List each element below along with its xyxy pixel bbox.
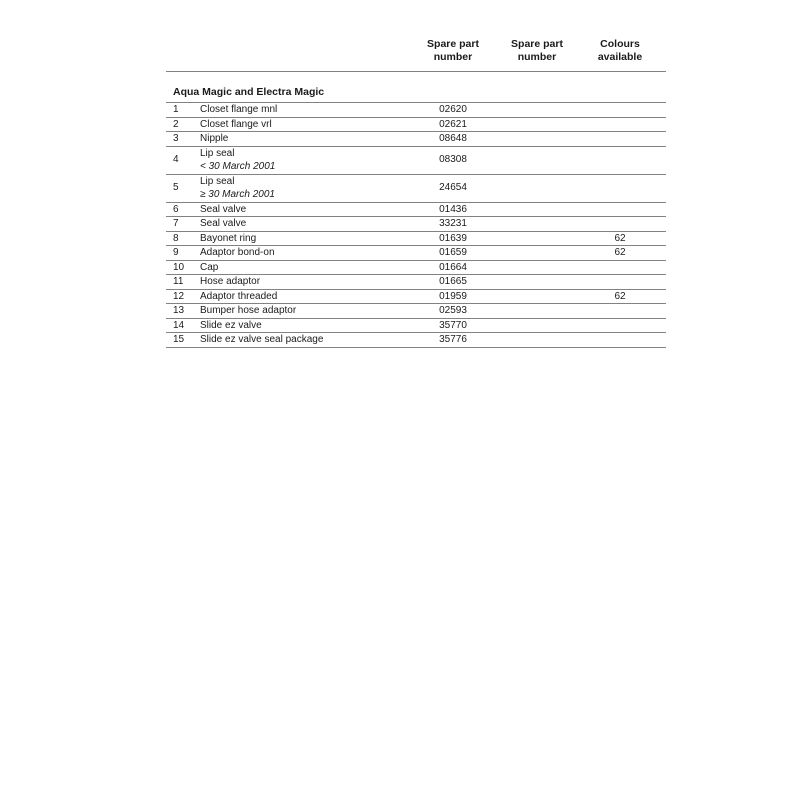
column-header-spare-part-number-1 (406, 36, 500, 64)
part-description: Adaptor threaded (200, 290, 278, 302)
part-description: Cap (200, 261, 219, 273)
header-spacer-description (200, 36, 406, 38)
row-number: 10 (173, 261, 185, 273)
row-description-cell (200, 147, 406, 174)
column-header-label: Spare part number (511, 38, 563, 63)
column-header-colours-available (574, 36, 666, 64)
section-title: Aqua Magic and Electra Magic (166, 72, 666, 103)
spare-part-number-1-value: 01659 (439, 247, 467, 258)
column-header-spare-part-number-2 (500, 36, 574, 64)
spare-part-number-1-value: 01959 (439, 290, 467, 302)
row-description-cell (200, 319, 406, 333)
spare-part-number-1-value: 02620 (439, 104, 467, 115)
table-row (166, 118, 666, 133)
row-number: 15 (173, 334, 185, 345)
colour-available-value: 62 (614, 290, 626, 302)
table-row (166, 304, 666, 319)
table-row (166, 319, 666, 334)
spare-parts-table (166, 36, 666, 348)
row-number: 5 (173, 182, 179, 194)
table-row (166, 333, 666, 348)
part-description: Nipple (200, 133, 229, 144)
row-description-cell (200, 304, 406, 318)
spare-part-number-1-value: 24654 (439, 182, 467, 194)
row-number: 4 (173, 154, 179, 166)
table-row (166, 103, 666, 118)
row-description-cell (200, 175, 406, 202)
spare-part-number-1-value: 02621 (439, 118, 467, 130)
table-row (166, 175, 666, 203)
row-description-cell (200, 232, 406, 246)
part-description-note: < 30 March 2001 (200, 161, 276, 172)
table-row (166, 246, 666, 261)
spare-part-number-1-value: 35776 (439, 334, 467, 345)
table-row (166, 275, 666, 290)
spare-part-number-1-value: 08648 (439, 133, 467, 144)
row-description-cell (200, 217, 406, 231)
row-description-cell (200, 261, 406, 275)
part-description-note: ≥ 30 March 2001 (200, 189, 275, 200)
row-description-cell (200, 275, 406, 289)
part-description: Lip seal (200, 175, 235, 187)
spare-part-number-1-value: 01639 (439, 232, 467, 244)
table-row (166, 147, 666, 175)
part-description: Closet flange mnl (200, 104, 278, 115)
row-number: 13 (173, 305, 185, 316)
row-number: 8 (173, 232, 179, 244)
row-description-cell (200, 103, 406, 117)
table-rows (166, 103, 666, 348)
table-row (166, 261, 666, 276)
row-number: 6 (173, 203, 179, 215)
column-header-label: Colours available (597, 38, 643, 63)
spare-part-number-1-value: 01436 (439, 203, 467, 215)
table-row (166, 203, 666, 218)
header-spacer-num (166, 36, 200, 38)
row-number: 7 (173, 218, 179, 229)
table-row (166, 217, 666, 232)
part-description: Slide ez valve seal package (200, 334, 324, 345)
spare-part-number-1-value: 35770 (439, 319, 467, 331)
spare-part-number-1-value: 33231 (439, 218, 467, 229)
row-number: 12 (173, 290, 185, 302)
spare-part-number-1-value: 01664 (439, 261, 467, 273)
part-description: Seal valve (200, 203, 247, 215)
row-description-cell (200, 246, 406, 260)
spare-part-number-1-value: 02593 (439, 305, 467, 316)
part-description: Seal valve (200, 218, 247, 229)
part-description: Bayonet ring (200, 232, 257, 244)
table-row (166, 290, 666, 305)
part-description: Closet flange vrl (200, 118, 272, 130)
row-description-cell (200, 118, 406, 132)
part-description: Slide ez valve (200, 319, 262, 331)
row-number: 9 (173, 247, 179, 258)
column-header-label: Spare part number (427, 38, 479, 63)
part-description: Hose adaptor (200, 276, 261, 287)
colour-available-value: 62 (614, 247, 626, 258)
part-description: Lip seal (200, 147, 235, 159)
row-description-cell (200, 132, 406, 146)
table-row (166, 232, 666, 247)
row-number: 11 (173, 276, 184, 287)
spare-part-number-1-value: 08308 (439, 154, 467, 166)
row-number: 1 (173, 104, 179, 115)
row-description-cell (200, 203, 406, 217)
row-number: 2 (173, 118, 179, 130)
table-row (166, 132, 666, 147)
row-description-cell (200, 333, 406, 347)
row-number: 3 (173, 133, 179, 144)
part-description: Adaptor bond-on (200, 247, 275, 258)
row-description-cell (200, 290, 406, 304)
row-number: 14 (173, 319, 185, 331)
table-header-row (166, 36, 666, 72)
colour-available-value: 62 (614, 232, 626, 244)
part-description: Bumper hose adaptor (200, 305, 297, 316)
spare-part-number-1-value: 01665 (439, 276, 467, 287)
